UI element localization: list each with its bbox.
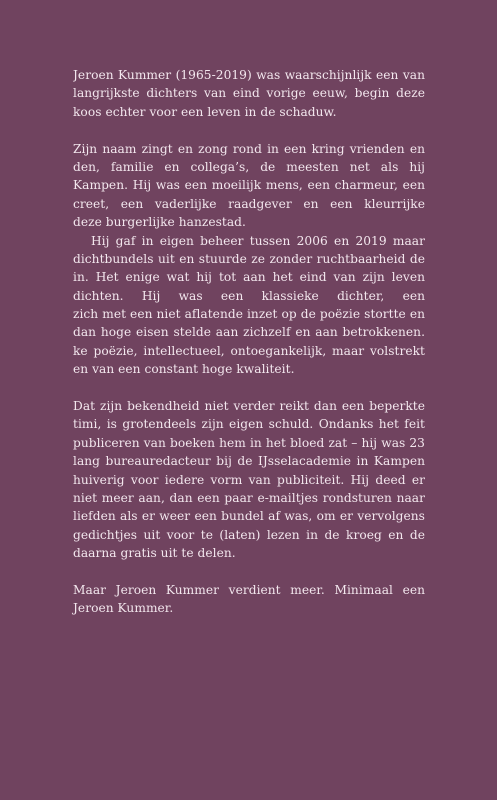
text-line: Zijn naam zingt en zong rond in een kring vrienden en <box>73 141 425 156</box>
text-line: lang bureauredacteur bij de IJsselacademie in Kampen <box>73 454 425 469</box>
text-line: Jeroen Kummer (1965-2019) was waarschijnlijk een van <box>73 68 425 82</box>
paragraph-gap <box>73 379 425 397</box>
text-line: niet meer aan, dan een paar e-mailtjes rondsturen naar <box>73 490 425 505</box>
text-line: timi, is grotendeels zijn eigen schuld. Ondanks het feit <box>73 417 425 432</box>
text-line: in. Het enige wat hij tot aan het eind van zijn leven <box>73 270 425 285</box>
body-text <box>73 66 425 618</box>
text-line: gedichtjes uit voor te (laten) lezen in de kroeg en de <box>73 527 425 542</box>
text-line: dichten. Hij was een klassieke dichter, een <box>73 288 425 303</box>
text-line: Dat zijn bekendheid niet verder reikt dan een beperkte <box>73 399 425 414</box>
text-line: ke poëzie, intellectueel, ontoegankelijk, maar volstrekt <box>73 343 425 358</box>
text-line: publiceren van boeken hem in het bloed zat – hij was 23 <box>73 435 425 450</box>
text-line: Kampen. Hij was een moeilijk mens, een charmeur, een <box>73 178 425 193</box>
text-line: dan hoge eisen stelde aan zichzelf en aan betrokkenen. <box>73 325 425 340</box>
text-line: Maar Jeroen Kummer verdient meer. Minimaal een <box>73 582 425 597</box>
text-line: huiverig voor iedere vorm van publiciteit. Hij deed er <box>73 472 425 487</box>
text-line: langrijkste dichters van eind vorige eeuw, begin deze <box>73 86 425 101</box>
text-line: daarna gratis uit te delen. <box>73 546 236 561</box>
paragraph-gap <box>73 563 425 581</box>
text-line: zich met een niet aflatende inzet op de poëzie stortte en <box>73 307 425 322</box>
text-line: koos echter voor een leven in de schaduw. <box>73 104 337 119</box>
text-line: deze burgerlijke hanzestad. <box>73 215 246 230</box>
text-line: liefden als er weer een bundel af was, om er vervolgens <box>73 509 425 524</box>
paragraph-gap <box>73 121 425 139</box>
text-line: Hij gaf in eigen beheer tussen 2006 en 2019 maar <box>91 233 425 248</box>
text-line: den, familie en collega’s, de meesten net als hij <box>73 159 425 174</box>
text-line: dichtbundels uit en stuurde ze zonder ruchtbaarheid de <box>73 251 425 266</box>
text-line: creet, een vaderlijke raadgever en een kleurrijke <box>73 196 425 211</box>
text-line: en van een constant hoge kwaliteit. <box>73 362 295 377</box>
text-line: Jeroen Kummer. <box>73 601 174 616</box>
